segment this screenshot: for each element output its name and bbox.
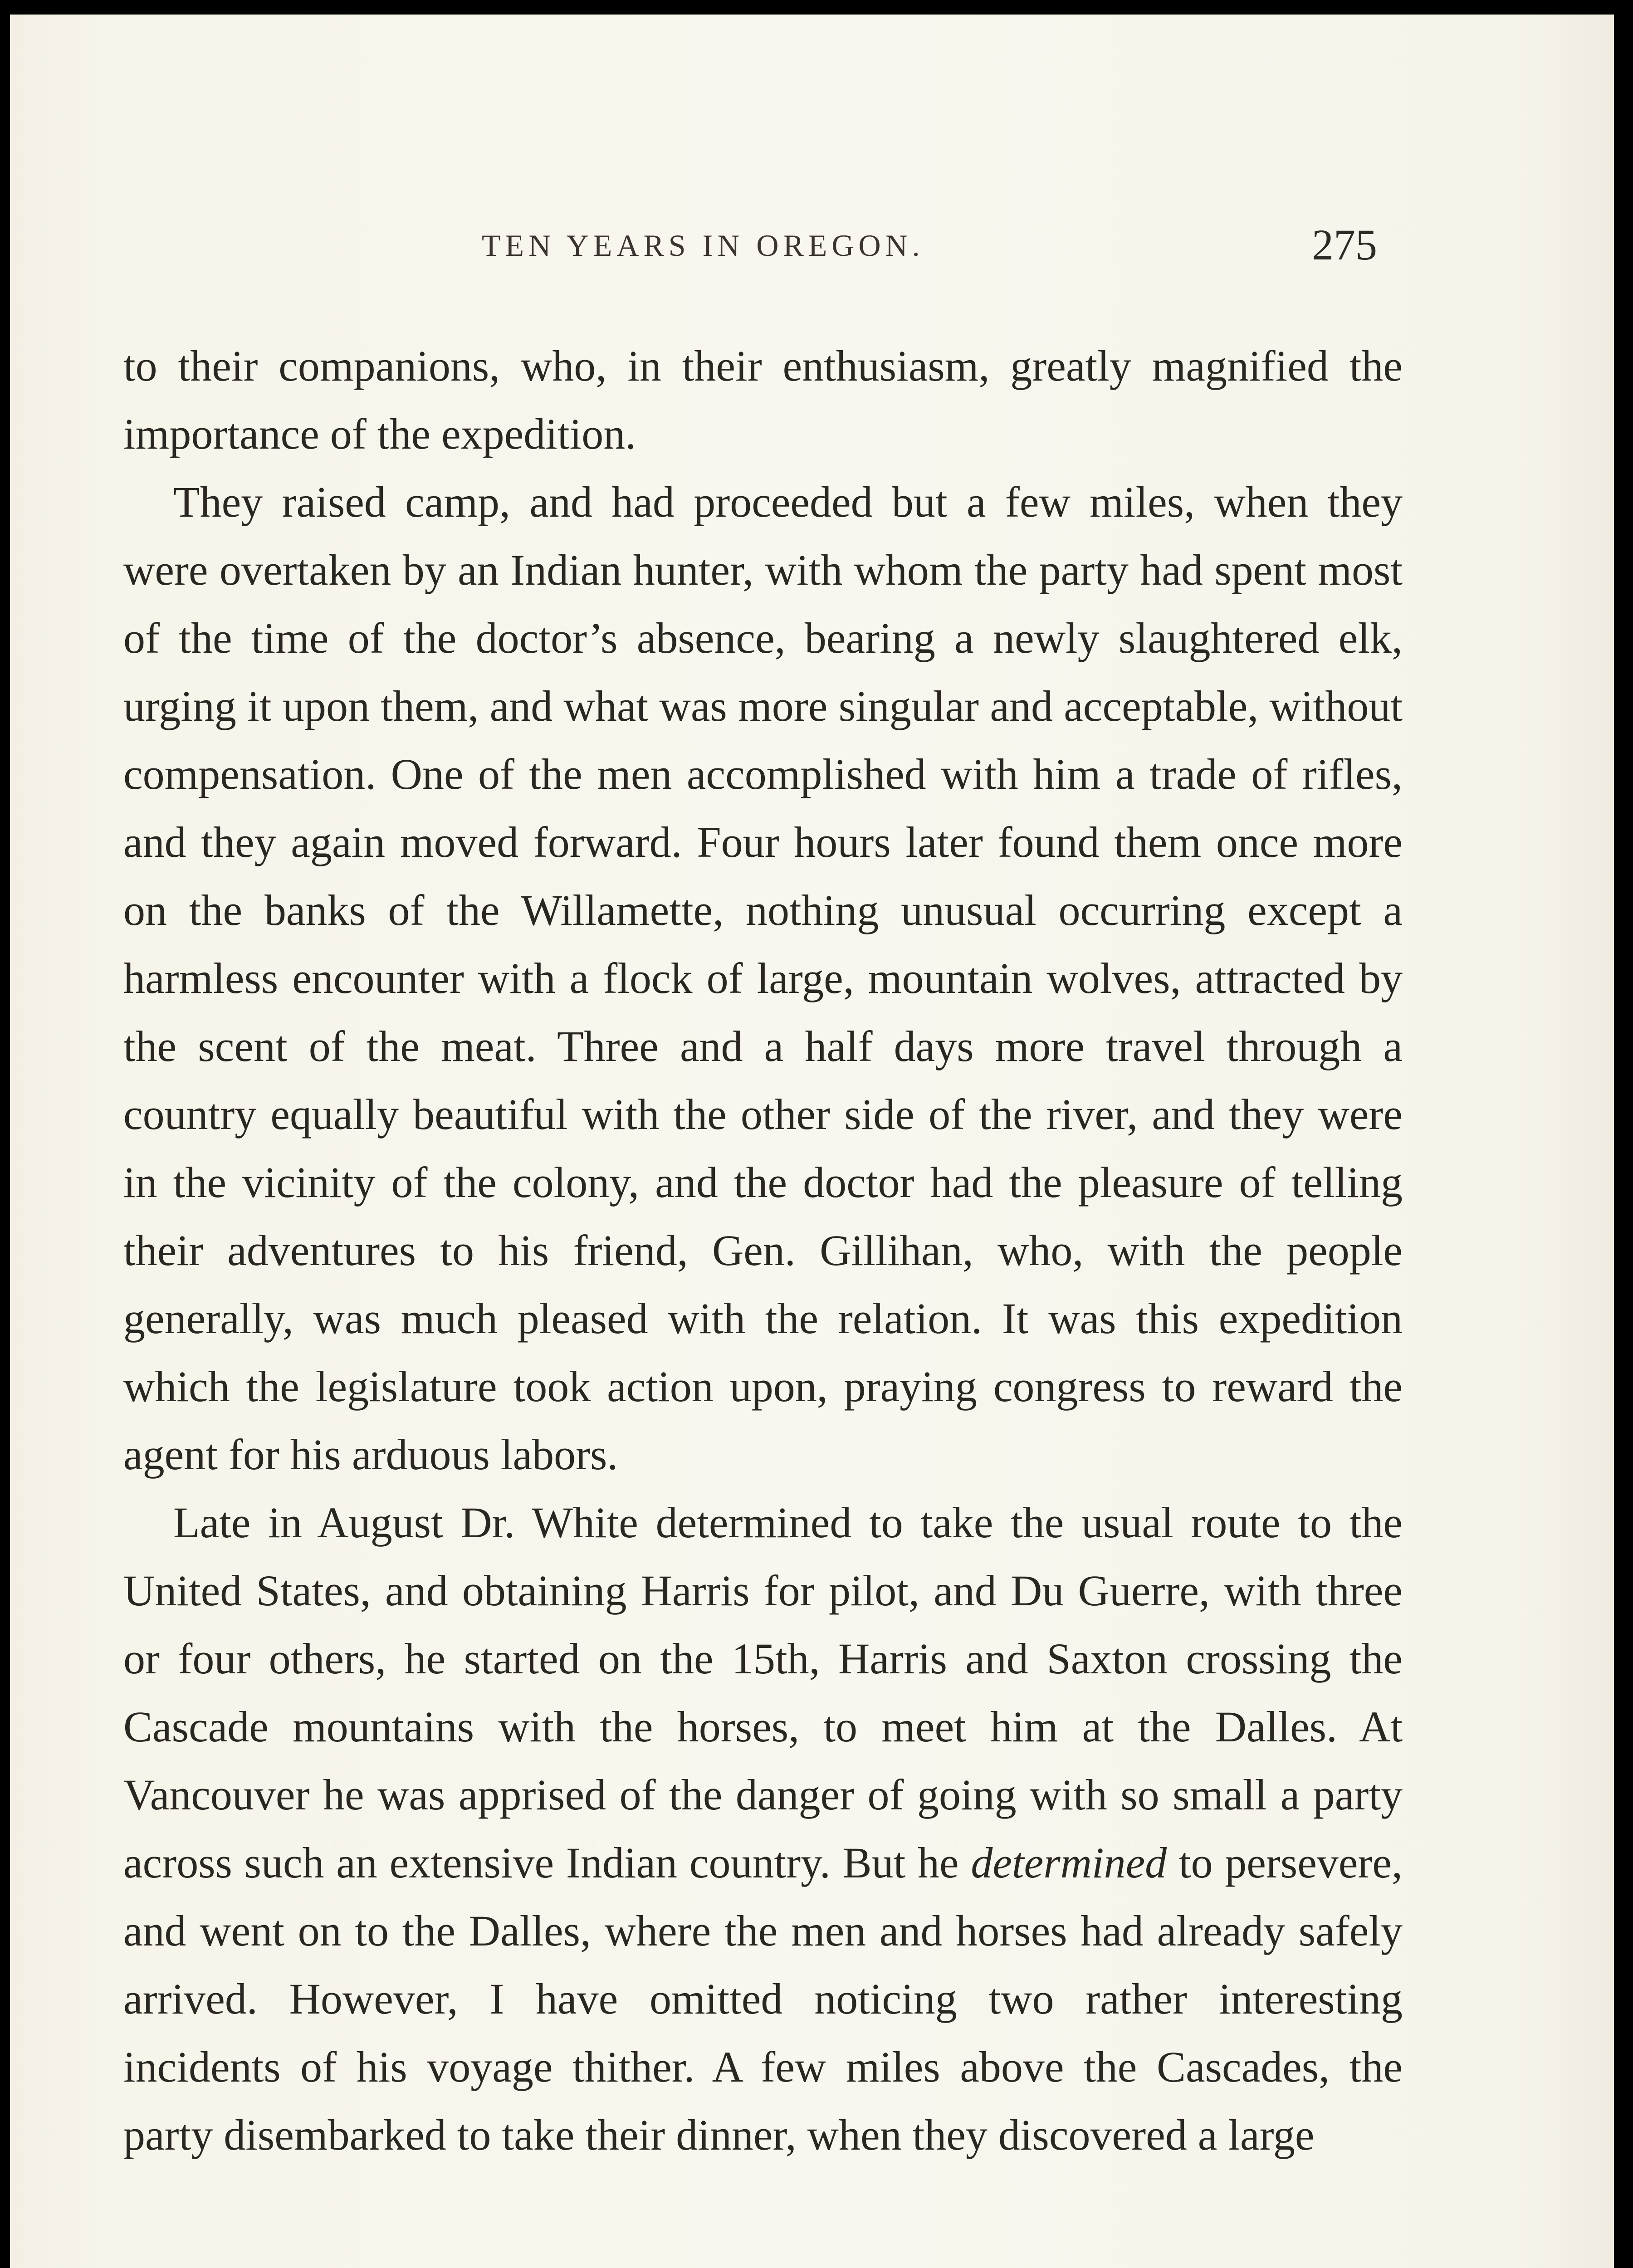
emphasis-determined: determined [971,1838,1167,1887]
page-number: 275 [1312,220,1377,269]
paragraph-text-after: to persevere, and went on to the Dalles, where the men and horses had already safely arrived. However, I have omitted noticing two rather interesting incidents of his voyage thither. A few miles above the Cascades, the party disembarked to take their dinner, when they discovered a large [123,1838,1403,2159]
paragraph-raised-camp: They raised camp, and had proceeded but a few miles, when they were overtaken by an Indian hunter, with whom the party had spent most of the time of the doctor’s absence, bearing a newly slaughtered elk, urging it upon them, and what was more singular and acceptable, without compensation. One of the men accomplished with him a trade of rifles, and they again moved forward. Four hours later found them once more on the banks of the Willamette, nothing unusual occurring except a harmless encounter with a flock of large, mountain wolves, attracted by the scent of the meat. Three and a half days more travel through a country equally beautiful with the other side of the river, and they were in the vicinity of the colony, and the doctor had the pleasure of telling their adventures to his friend, Gen. Gillihan, who, with the people generally, was much pleased with the relation. It was this expedition which the legislature took action upon, praying congress to reward the agent for his arduous labors. [123,478,1403,1479]
body-text [123,332,1403,2169]
paragraph-continued: to their companions, who, in their enthusiasm, greatly magnified the importance of the expedition. [123,342,1403,458]
running-head: TEN YEARS IN OREGON. [482,228,924,263]
book-page [10,15,1614,2268]
paragraph-late-in-august [123,1489,1403,2169]
paragraph-text-before: Late in August Dr. White determined to take the usual route to the United States, and obtaining Harris for pilot, and Du Guerre, with three or four others, he started on the 15th, Harris and Saxton crossing the Cascade mountains with the horses, to meet him at the Dalles. At Vancouver he was apprised of the danger of going with so small a party across such an extensive Indian country. But he [123,1498,1403,1887]
